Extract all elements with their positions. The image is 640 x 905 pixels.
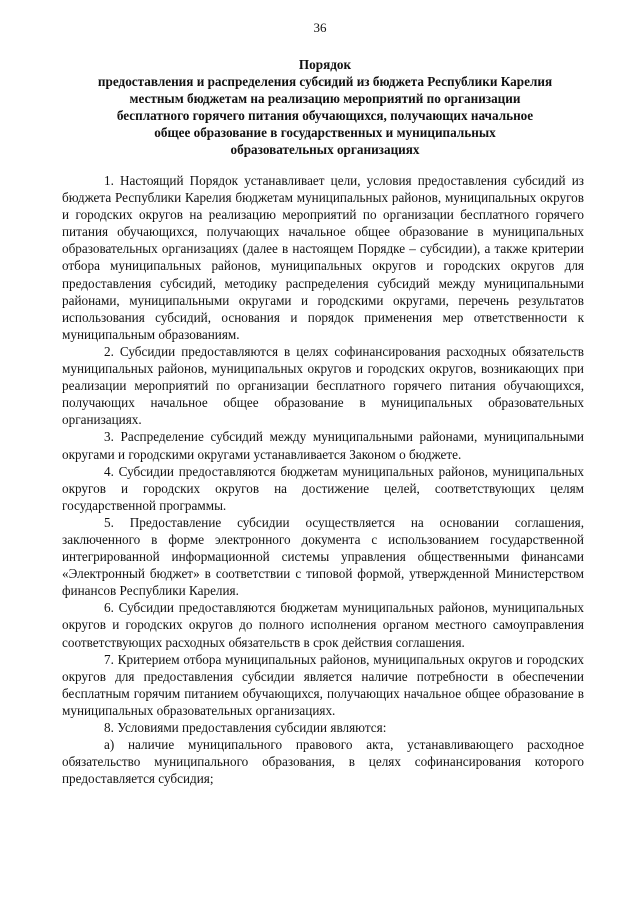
title-line-6: образовательных организациях (230, 142, 420, 157)
title-line-1: Порядок (298, 57, 352, 72)
document-body (62, 172, 584, 787)
paragraph-3: 3. Распределение субсидий между муниципальными районами, муниципальными округами и городскими округами устанавливается Законом о бюджете. (62, 429, 584, 462)
title-line-5: общее образование в государственных и муниципальных (154, 125, 496, 140)
paragraph-4: 4. Субсидии предоставляются бюджетам муниципальных районов, муниципальных округов и городских округов на достижение целей, соответствующих целям государственной программы. (62, 463, 584, 513)
paragraph-2: 2. Субсидии предоставляются в целях софинансирования расходных обязательств муниципальных районов, муниципальных округов и городских округов, возникающих при реализации мероприятий по организации бесплатного горячего питания обучающихся, получающих начальное общее образование в муниципальных образовательных организациях. (62, 343, 584, 428)
paragraph-8: 8. Условиями предоставления субсидии являются: (104, 720, 387, 735)
paragraph-7: 7. Критерием отбора муниципальных районов, муниципальных округов и городских округов для предоставления субсидии является наличие потребности в обеспечении бесплатным горячим питанием обучающихся, получающих начальное общее образование в муниципальных образовательных организациях. (62, 651, 584, 718)
paragraph-5: 5. Предоставление субсидии осуществляется на основании соглашения, заключенного в форме электронного документа с использованием государственной интегрированной информационной системы управления общественными финансами «Электронный бюджет» в соответствии с типовой формой, утвержденной Министерством финансов Республики Карелия. (62, 514, 584, 599)
paragraph-1: 1. Настоящий Порядок устанавливает цели, условия предоставления субсидий из бюджета Республики Карелия бюджетам муниципальных районов, муниципальных округов и городских округов на реализацию мероприятий по организации бесплатного горячего питания обучающихся, получающих начальное общее образование в муниципальных образовательных организациях (далее в настоящем Порядке – субсидии), а также критерии отбора муниципальных районов, муниципальных округов и городских округов для предоставления субсидий, методику распределения субсидий между муниципальными районами, муниципальными округами и городскими округами, перечень результатов использования субсидий, основания и порядок применения мер ответственности к муниципальным образованиям. (62, 173, 584, 342)
title-line-2: предоставления и распределения субсидий из бюджета Республики Карелия (97, 74, 553, 89)
title-line-3: местным бюджетам на реализацию мероприятий по организации (129, 91, 521, 106)
paragraph-8a: а) наличие муниципального правового акта, устанавливающего расходное обязательство муниципального образования, в целях софинансирования которого предоставляется субсидия; (62, 737, 584, 787)
page-number: 36 (313, 20, 327, 35)
title-line-4: бесплатного горячего питания обучающихся, получающих начальное (116, 108, 534, 123)
paragraph-6: 6. Субсидии предоставляются бюджетам муниципальных районов, муниципальных округов и городских округов до полного исполнения органом местного самоуправления соответствующих расходных обязательств в срок действия соглашения. (62, 600, 584, 650)
document-title (60, 56, 590, 158)
